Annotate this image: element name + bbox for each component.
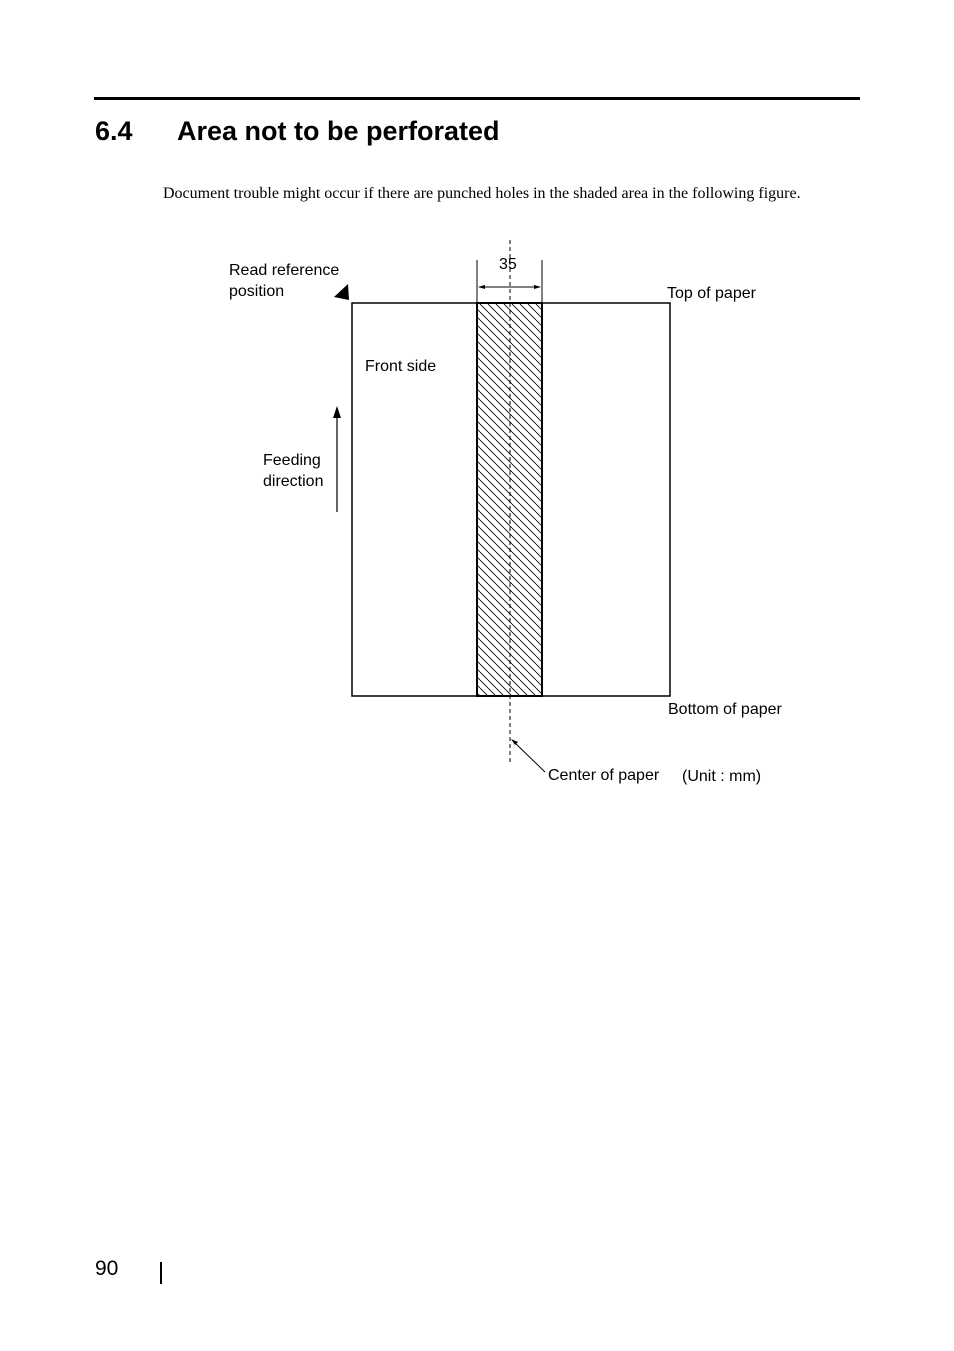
dimension-label: 35 bbox=[499, 256, 517, 273]
center-leader-arrowhead bbox=[511, 739, 518, 745]
center-leader-line bbox=[513, 741, 545, 772]
top-of-paper-label: Top of paper bbox=[667, 285, 756, 302]
section-title: Area not to be perforated bbox=[177, 116, 500, 146]
front-side-label: Front side bbox=[365, 358, 437, 375]
feeding-direction-label-line2: direction bbox=[263, 473, 324, 490]
dimension-arrow-right bbox=[534, 285, 541, 289]
center-of-paper-label: Center of paper bbox=[548, 767, 660, 784]
intro-paragraph: Document trouble might occur if there are punched holes in the shaded area in the following figure. bbox=[163, 185, 801, 202]
bottom-of-paper-label: Bottom of paper bbox=[668, 701, 782, 718]
section-number: 6.4 bbox=[95, 116, 133, 146]
read-reference-marker bbox=[334, 284, 349, 300]
read-reference-label-line1: Read reference bbox=[229, 262, 340, 279]
unit-label: (Unit : mm) bbox=[682, 768, 762, 785]
read-reference-label-line2: position bbox=[229, 283, 285, 300]
page-number: 90 bbox=[95, 1257, 119, 1280]
dimension-arrow-left bbox=[478, 285, 485, 289]
footer-bar bbox=[160, 1262, 162, 1284]
feeding-direction-arrowhead bbox=[333, 406, 341, 418]
feeding-direction-label-line1: Feeding bbox=[263, 452, 321, 469]
